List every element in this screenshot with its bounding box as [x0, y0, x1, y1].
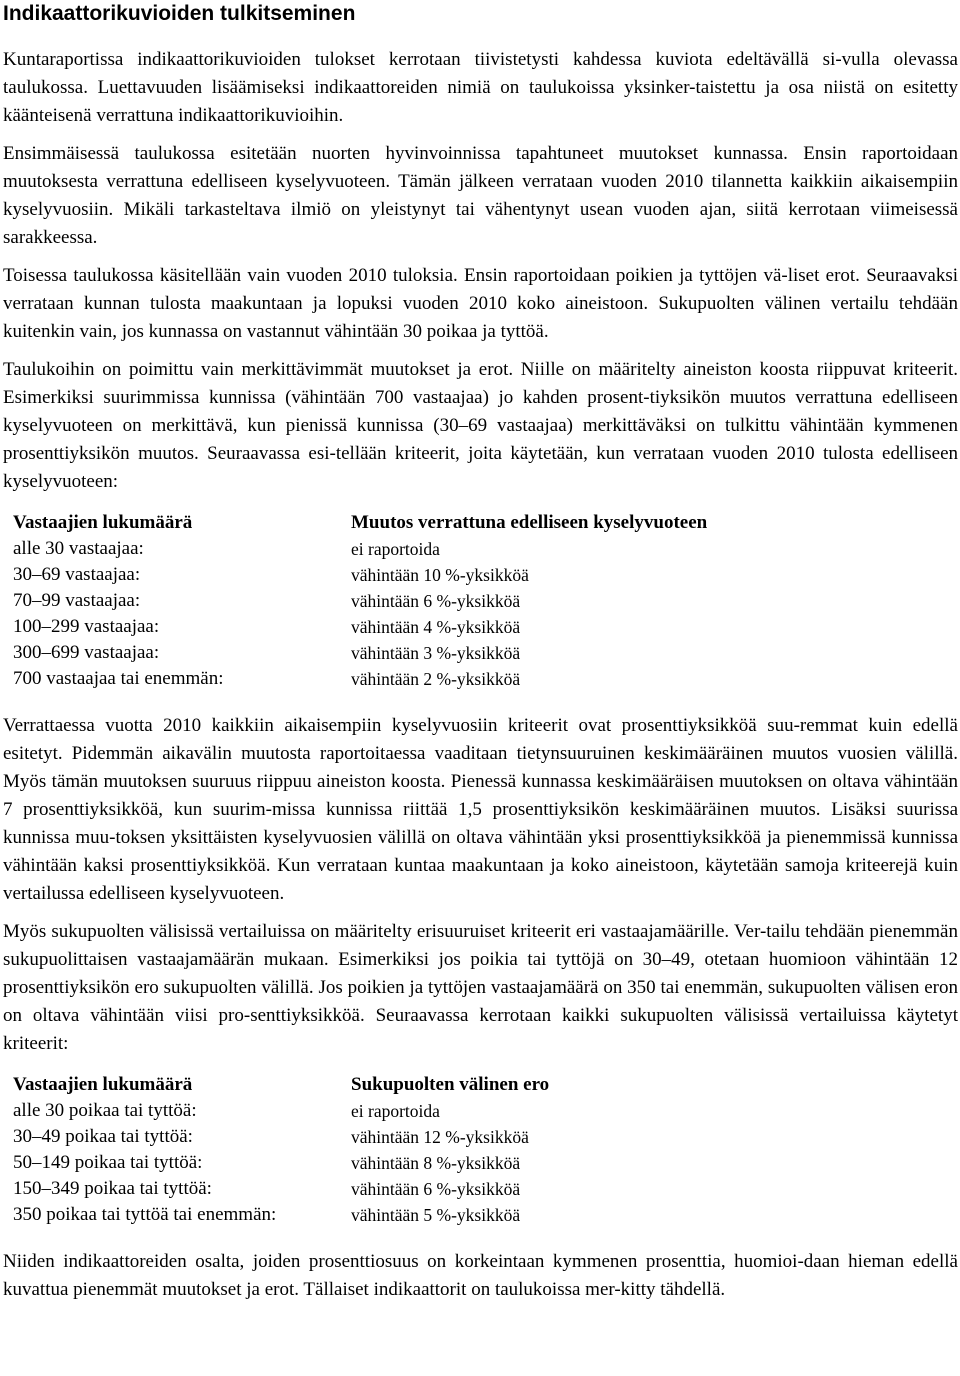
- column-header-change: Muutos verrattuna edelliseen kyselyvuoteen: [351, 512, 708, 533]
- respondent-range: alle 30 poikaa tai tyttöä:: [13, 1100, 197, 1121]
- table-row: [3, 1150, 958, 1176]
- paragraph-gender-comparison: Myös sukupuolten välisissä vertailuissa on määritelty erisuuruiset kriteerit eri vastaajamäärille. Ver-tailu tehdään pienemmän sukupuolittaisen vastaajamäärän mukaan. Esimerkiksi jos poikia tai tyttöjä on 30–49, otetaan huomioon vähintään 12 prosenttiyksikön ero sukupuolten välillä. Jos poikien ja tyttöjen vastaajamäärä on 350 tai enemmän, sukupuolten välisen eron on oltava vähintään viisi pro-senttiyksikköä. Seuraavassa kerrotaan kaikki sukupuolten välisissä vertailuissa käytetyt kriteerit:: [3, 921, 958, 1054]
- respondent-range: 50–149 poikaa tai tyttöä:: [13, 1152, 203, 1173]
- criterion-value: vähintään 10 %-yksikköä: [351, 565, 529, 585]
- table-row: [3, 666, 958, 692]
- criterion-value: ei raportoida: [351, 539, 440, 559]
- criterion-value: vähintään 12 %-yksikköä: [351, 1127, 529, 1147]
- table-row: [3, 614, 958, 640]
- column-header-respondents: Vastaajien lukumäärä: [13, 1074, 193, 1095]
- table-row: [3, 536, 958, 562]
- column-header-respondents: Vastaajien lukumäärä: [13, 512, 193, 533]
- column-header-gender-difference: Sukupuolten välinen ero: [351, 1074, 550, 1095]
- respondent-range: 150–349 poikaa tai tyttöä:: [13, 1178, 212, 1199]
- page-title: Indikaattorikuvioiden tulkitseminen: [3, 2, 356, 25]
- respondent-range: 700 vastaajaa tai enemmän:: [13, 668, 224, 689]
- criterion-value: vähintään 6 %-yksikköä: [351, 1179, 521, 1199]
- criterion-value: vähintään 6 %-yksikköä: [351, 591, 521, 611]
- respondent-range: alle 30 vastaajaa:: [13, 538, 144, 559]
- paragraph-small-indicators: Niiden indikaattoreiden osalta, joiden prosenttiosuus on korkeintaan kymmenen prosenttia, huomioi-daan hieman edellä kuvattua pienemmät muutokset ja erot. Tällaiset indikaattorit on taulukoissa mer-kitty tähdellä.: [3, 1251, 958, 1300]
- criterion-value: vähintään 2 %-yksikköä: [351, 669, 521, 689]
- criteria-table-change: [3, 510, 958, 692]
- paragraph-intro: Kuntaraportissa indikaattorikuvioiden tulokset kerrotaan tiivistetysti kahdessa kuviota edeltävällä si-vulla olevassa taulukossa. Luettavuuden lisäämiseksi indikaattoreiden nimiä on taulukoissa yksinker-taistettu ja osa niistä on esitetty käänteisenä verrattuna indikaattorikuvioihin.: [3, 49, 958, 126]
- respondent-range: 100–299 vastaajaa:: [13, 616, 160, 637]
- paragraph-first-table: Ensimmäisessä taulukossa esitetään nuorten hyvinvoinnissa tapahtuneet muutokset kunnassa. Ensin raportoidaan muutoksesta verrattuna edelliseen kyselyvuoteen. Tämän jälkeen verrataan vuoden 2010 tilannetta kaikkiin aikaisempiin kyselyvuosiin. Mikäli tarkasteltava ilmiö on yleistynyt tai vähentynyt usean vuoden ajan, siitä kerrotaan viimeisessä sarakkeessa.: [3, 143, 958, 248]
- criteria-table-header: [3, 510, 958, 536]
- paragraph-criteria-intro: Taulukoihin on poimittu vain merkittävimmät muutokset ja erot. Niille on määritelty aineiston koosta riippuvat kriteerit. Esimerkiksi suurimmissa kunnissa (vähintään 700 vastaajaa) jo kahden prosent-tiyksikön muutos verrattuna edelliseen kyselyvuoteen on merkittävä, kun pienissä kunnissa (30–69 vastaajaa) merkittäväksi on tulkittu vähintään kymmenen prosenttiyksikön muutos. Seuraavassa esi-tellään kriteerit, joita käytetään, kun verrataan vuoden 2010 tulosta edelliseen kyselyvuoteen:: [3, 359, 958, 492]
- table-row: [3, 1176, 958, 1202]
- paragraph-earlier-years: Verrattaessa vuotta 2010 kaikkiin aikaisempiin kyselyvuosiin kriteerit ovat prosenttiyksikköä suu-remmat kuin edellä esitetyt. Pidemmän aikavälin muutosta raportoitaessa vaaditaan tietynsuuruinen keskimääräinen muutos vuosien välillä. Myös tämän muutoksen suuruus riippuu aineiston koosta. Pienessä kunnassa keskimääräisen muutoksen on oltava vähintään 7 prosenttiyksikköä, kun suurim-missa kunnissa riittää 1,5 prosenttiyksikön keskimääräinen muutos. Lisäksi suurissa kunnissa muu-toksen yksittäisten kyselyvuosien välillä on oltava vähintään yksi prosenttiyksikköä ja pienemmissä kunnissa vähintään kaksi prosenttiyksikköä. Kun verrataan kuntaa maakuntaan ja koko aineistoon, käytetään samoja kriteerejä kuin vertailussa edelliseen kyselyvuoteen.: [3, 715, 958, 904]
- criterion-value: vähintään 8 %-yksikköä: [351, 1153, 521, 1173]
- table-row: [3, 1202, 958, 1228]
- criterion-value: ei raportoida: [351, 1101, 440, 1121]
- respondent-range: 30–49 poikaa tai tyttöä:: [13, 1126, 193, 1147]
- table-row: [3, 562, 958, 588]
- respondent-range: 300–699 vastaajaa:: [13, 642, 160, 663]
- table-row: [3, 588, 958, 614]
- table-row: [3, 1124, 958, 1150]
- criteria-table-gender: [3, 1072, 958, 1228]
- criterion-value: vähintään 4 %-yksikköä: [351, 617, 521, 637]
- table-row: [3, 640, 958, 666]
- respondent-range: 30–69 vastaajaa:: [13, 564, 141, 585]
- table-row: [3, 1098, 958, 1124]
- criteria-table-header: [3, 1072, 958, 1098]
- respondent-range: 350 poikaa tai tyttöä tai enemmän:: [13, 1204, 277, 1225]
- criterion-value: vähintään 3 %-yksikköä: [351, 643, 521, 663]
- respondent-range: 70–99 vastaajaa:: [13, 590, 141, 611]
- criterion-value: vähintään 5 %-yksikköä: [351, 1205, 521, 1225]
- paragraph-second-table: Toisessa taulukossa käsitellään vain vuoden 2010 tuloksia. Ensin raportoidaan poikien ja tyttöjen vä-liset erot. Seuraavaksi verrataan kunnan tulosta maakuntaan ja lopuksi vuoden 2010 koko aineistoon. Sukupuolten välinen vertailu tehdään kuitenkin vain, jos kunnassa on vastannut vähintään 30 poikaa ja tyttöä.: [3, 265, 958, 342]
